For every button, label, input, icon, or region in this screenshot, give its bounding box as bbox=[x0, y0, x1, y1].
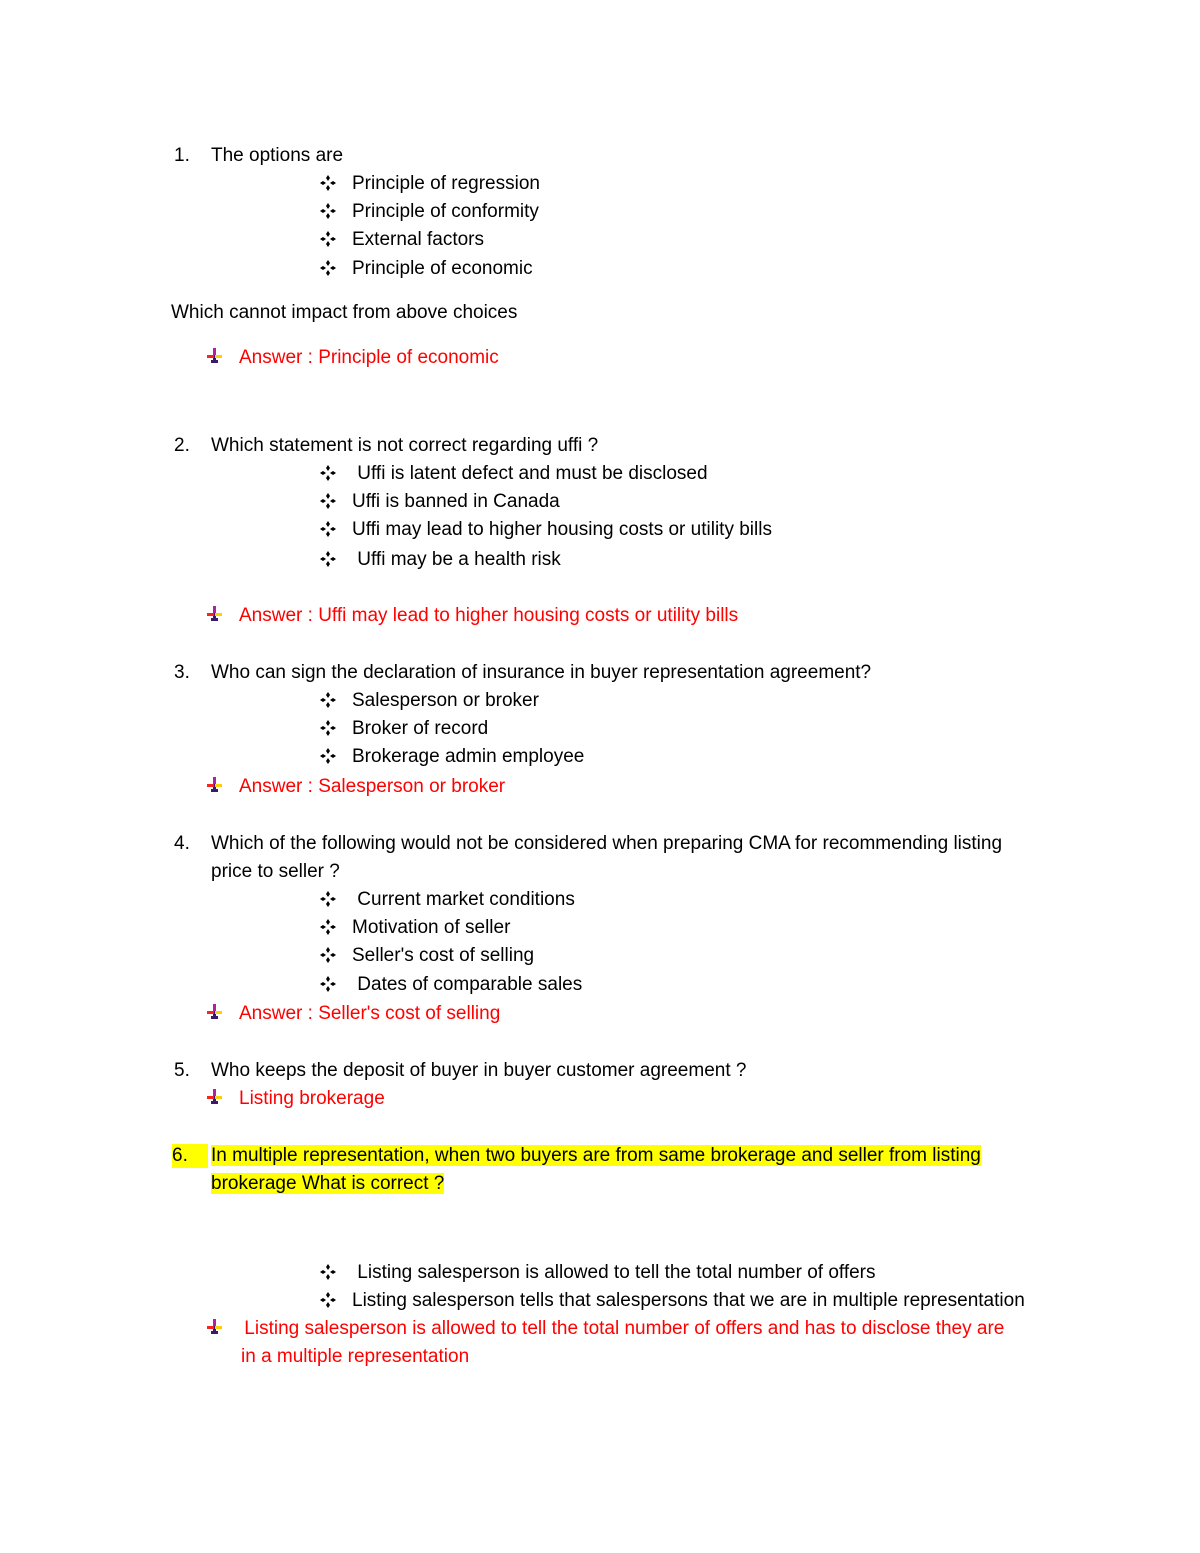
answer-text: Answer : Principle of economic bbox=[239, 347, 499, 368]
arrow-bullet-icon bbox=[205, 1003, 223, 1021]
four-diamond-bullet-icon bbox=[320, 175, 336, 191]
arrow-bullet-icon bbox=[205, 1088, 223, 1106]
question-6-option bbox=[320, 1261, 876, 1285]
question-4-text-continued: price to seller ? bbox=[211, 861, 340, 882]
question-5-answer bbox=[205, 1087, 385, 1111]
question-6-text bbox=[211, 1144, 981, 1168]
four-diamond-bullet-icon bbox=[320, 919, 336, 935]
four-diamond-bullet-icon bbox=[320, 203, 336, 219]
question-6-answer bbox=[205, 1317, 1004, 1341]
question-6-option bbox=[320, 1289, 1025, 1313]
question-4-answer bbox=[205, 1002, 500, 1026]
option-label: Motivation of seller bbox=[352, 917, 511, 938]
four-diamond-bullet-icon bbox=[320, 692, 336, 708]
question-2-text: Which statement is not correct regarding uffi ? bbox=[211, 435, 599, 456]
option-label: Brokerage admin employee bbox=[352, 746, 585, 767]
question-1-text: The options are bbox=[211, 145, 344, 166]
option-label: Principle of conformity bbox=[352, 201, 539, 222]
arrow-bullet-icon bbox=[205, 1318, 223, 1336]
highlighted-text: brokerage What is correct ? bbox=[211, 1173, 445, 1194]
four-diamond-bullet-icon bbox=[320, 493, 336, 509]
question-1-option bbox=[320, 200, 539, 224]
option-label: Dates of comparable sales bbox=[352, 974, 583, 995]
option-label: Current market conditions bbox=[352, 889, 575, 910]
question-3-option bbox=[320, 717, 488, 741]
question-1-number: 1. bbox=[174, 145, 190, 166]
four-diamond-bullet-icon bbox=[320, 231, 336, 247]
option-label: Salesperson or broker bbox=[352, 690, 539, 711]
question-2-option bbox=[320, 462, 708, 486]
question-2-option bbox=[320, 548, 561, 572]
option-label: Principle of economic bbox=[352, 258, 533, 279]
question-2-answer bbox=[205, 604, 738, 628]
four-diamond-bullet-icon bbox=[320, 260, 336, 276]
question-6-text-continued bbox=[211, 1172, 444, 1196]
answer-text: Listing brokerage bbox=[239, 1088, 385, 1109]
option-label: Uffi is latent defect and must be disclosed bbox=[352, 463, 708, 484]
question-5-text: Who keeps the deposit of buyer in buyer customer agreement ? bbox=[211, 1060, 747, 1081]
four-diamond-bullet-icon bbox=[320, 891, 336, 907]
question-1-answer bbox=[205, 346, 499, 370]
question-4-option bbox=[320, 888, 575, 912]
answer-text: Answer : Uffi may lead to higher housing costs or utility bills bbox=[239, 605, 739, 626]
question-4-option bbox=[320, 916, 510, 940]
four-diamond-bullet-icon bbox=[320, 748, 336, 764]
question-6-number: 6. bbox=[172, 1144, 208, 1168]
answer-text: Answer : Seller's cost of selling bbox=[239, 1003, 501, 1024]
option-label: Listing salesperson tells that salespersons that we are in multiple representation bbox=[352, 1290, 1025, 1311]
question-3-answer bbox=[205, 775, 505, 799]
question-3-text: Who can sign the declaration of insurance in buyer representation agreement? bbox=[211, 662, 872, 683]
option-label: Uffi may lead to higher housing costs or utility bills bbox=[352, 519, 772, 540]
highlighted-text: In multiple representation, when two buyers are from same brokerage and seller from listing bbox=[211, 1145, 981, 1166]
question-1-option bbox=[320, 228, 484, 252]
option-label: Listing salesperson is allowed to tell the total number of offers bbox=[352, 1262, 876, 1283]
question-1-option bbox=[320, 257, 533, 281]
question-5-number: 5. bbox=[174, 1060, 190, 1081]
question-6-answer-continued: in a multiple representation bbox=[241, 1346, 470, 1367]
question-1-followup: Which cannot impact from above choices bbox=[171, 302, 518, 323]
four-diamond-bullet-icon bbox=[320, 947, 336, 963]
four-diamond-bullet-icon bbox=[320, 551, 336, 567]
option-label: Principle of regression bbox=[352, 173, 540, 194]
four-diamond-bullet-icon bbox=[320, 1264, 336, 1280]
question-3-option bbox=[320, 745, 584, 769]
option-label: Seller's cost of selling bbox=[352, 945, 535, 966]
question-1-option bbox=[320, 172, 540, 196]
option-label: Broker of record bbox=[352, 718, 489, 739]
arrow-bullet-icon bbox=[205, 347, 223, 365]
four-diamond-bullet-icon bbox=[320, 465, 336, 481]
option-label: External factors bbox=[352, 229, 484, 250]
four-diamond-bullet-icon bbox=[320, 521, 336, 537]
question-3-number: 3. bbox=[174, 662, 190, 683]
four-diamond-bullet-icon bbox=[320, 1292, 336, 1308]
four-diamond-bullet-icon bbox=[320, 976, 336, 992]
question-2-option bbox=[320, 490, 560, 514]
answer-text: Listing salesperson is allowed to tell the total number of offers and has to disclose they are bbox=[239, 1318, 1005, 1339]
four-diamond-bullet-icon bbox=[320, 720, 336, 736]
question-4-text: Which of the following would not be considered when preparing CMA for recommending listing bbox=[211, 833, 1003, 854]
question-2-number: 2. bbox=[174, 435, 190, 456]
arrow-bullet-icon bbox=[205, 605, 223, 623]
question-2-option bbox=[320, 518, 772, 542]
answer-text: Answer : Salesperson or broker bbox=[239, 776, 506, 797]
question-4-number: 4. bbox=[174, 833, 190, 854]
option-label: Uffi may be a health risk bbox=[352, 549, 561, 570]
question-4-option bbox=[320, 944, 534, 968]
arrow-bullet-icon bbox=[205, 776, 223, 794]
question-4-option bbox=[320, 973, 582, 997]
question-3-option bbox=[320, 689, 539, 713]
option-label: Uffi is banned in Canada bbox=[352, 491, 560, 512]
